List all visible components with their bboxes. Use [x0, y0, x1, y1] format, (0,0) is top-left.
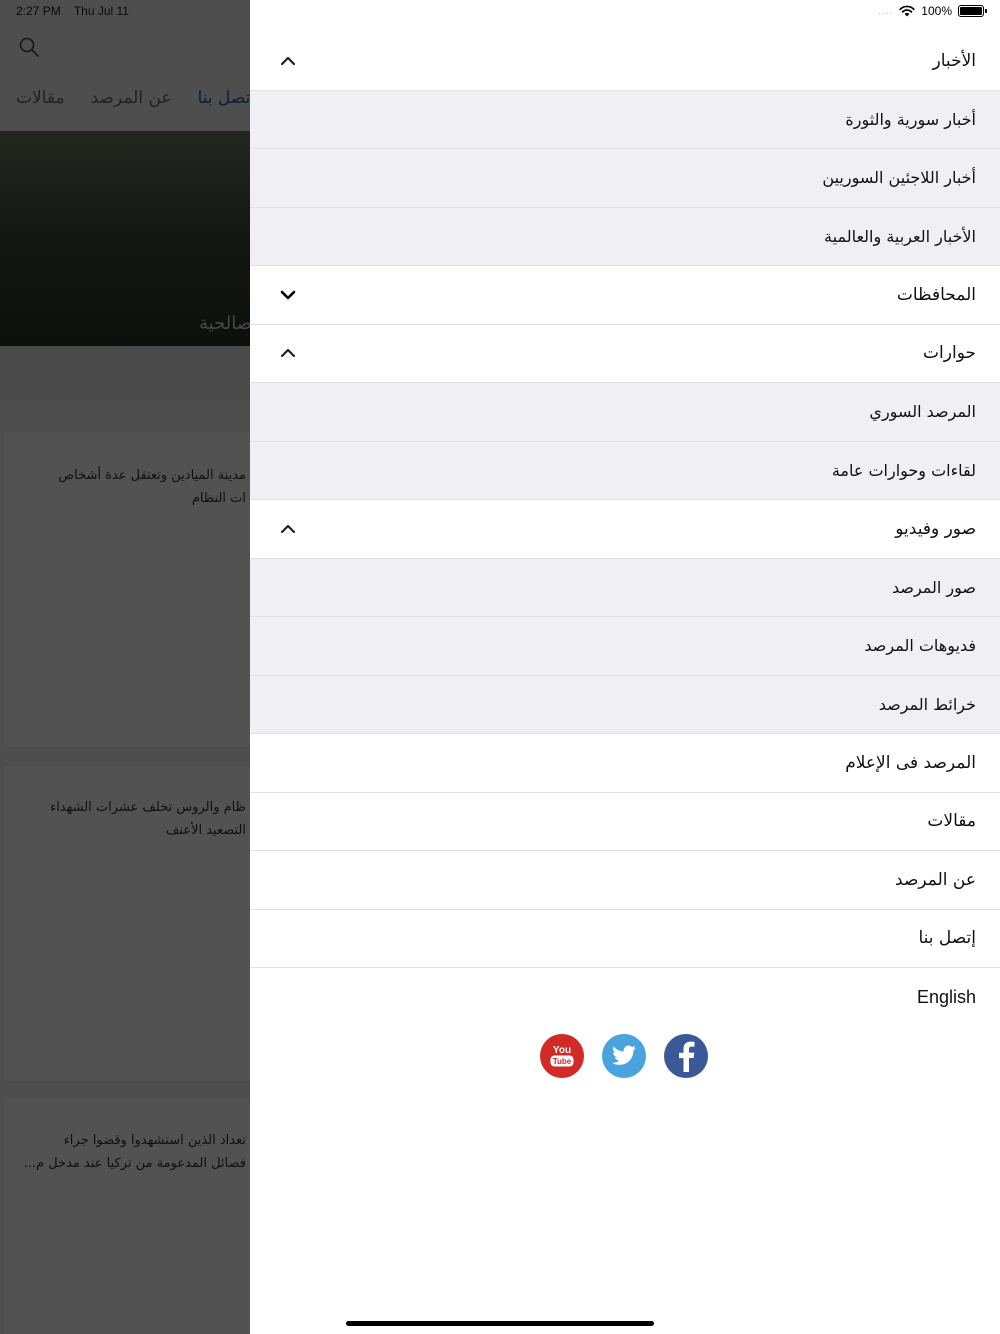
wifi-icon [899, 5, 915, 17]
menu-item-contact[interactable] [250, 910, 1000, 969]
menu-item-label: حوارات [923, 343, 976, 364]
menu-item-label: المحافظات [896, 284, 976, 305]
menu-item-label: صور وفيديو [895, 518, 976, 539]
chevron-up-icon[interactable] [278, 51, 298, 71]
menu-item-interviews[interactable] [250, 325, 1000, 384]
status-bar-right [878, 4, 984, 18]
menu-item-about[interactable] [250, 851, 1000, 910]
submenu-item-videos[interactable] [250, 617, 1000, 676]
menu-item-label: English [916, 986, 976, 1007]
chevron-down-icon[interactable] [278, 285, 298, 305]
menu-item-photos-videos[interactable] [250, 500, 1000, 559]
menu-item-label: فديوهات المرصد [864, 636, 976, 656]
menu-item-label: صور المرصد [891, 577, 976, 597]
submenu-item-refugee-news[interactable] [250, 149, 1000, 208]
menu-item-label: المرصد السوري [869, 402, 976, 422]
chevron-up-icon[interactable] [278, 343, 298, 363]
menu-item-articles[interactable] [250, 793, 1000, 852]
menu-item-label: الأخبار [932, 50, 976, 71]
menu-item-in-media[interactable] [250, 734, 1000, 793]
social-links [540, 1034, 708, 1078]
menu-item-label: أخبار سورية والثورة [845, 109, 976, 129]
menu-item-label: إتصل بنا [918, 928, 976, 949]
submenu-item-syria-news[interactable] [250, 91, 1000, 150]
youtube-icon-text: Tube [552, 1057, 572, 1066]
drawer-backdrop[interactable] [0, 0, 250, 1334]
menu-list [250, 32, 1000, 1027]
menu-item-label: لقاءات وحوارات عامة [831, 460, 976, 480]
chevron-up-icon[interactable] [278, 519, 298, 539]
menu-item-governorates[interactable] [250, 266, 1000, 325]
menu-item-label: المرصد فى الإعلام [845, 752, 976, 773]
facebook-icon[interactable] [664, 1034, 708, 1078]
menu-item-label: أخبار اللاجئين السوريين [822, 168, 976, 188]
menu-item-label: الأخبار العربية والعالمية [824, 226, 976, 246]
menu-item-label: عن المرصد [895, 869, 976, 890]
submenu-item-general-interviews[interactable] [250, 442, 1000, 501]
submenu-item-world-news[interactable] [250, 208, 1000, 267]
menu-item-news[interactable] [250, 32, 1000, 91]
submenu-item-maps[interactable] [250, 676, 1000, 735]
cellular-signal-icon: .... [878, 5, 894, 17]
submenu-item-photos[interactable] [250, 559, 1000, 618]
menu-item-english[interactable] [250, 968, 1000, 1027]
home-indicator [346, 1321, 654, 1326]
menu-item-label: خرائط المرصد [878, 694, 976, 714]
battery-percent: 100% [921, 4, 952, 18]
side-menu-drawer [250, 0, 1000, 1334]
twitter-icon[interactable] [602, 1034, 646, 1078]
battery-icon [958, 5, 984, 17]
youtube-icon-text: You [552, 1045, 572, 1056]
submenu-item-syrian-observatory[interactable] [250, 383, 1000, 442]
menu-item-label: مقالات [927, 811, 976, 832]
youtube-icon[interactable] [540, 1034, 584, 1078]
